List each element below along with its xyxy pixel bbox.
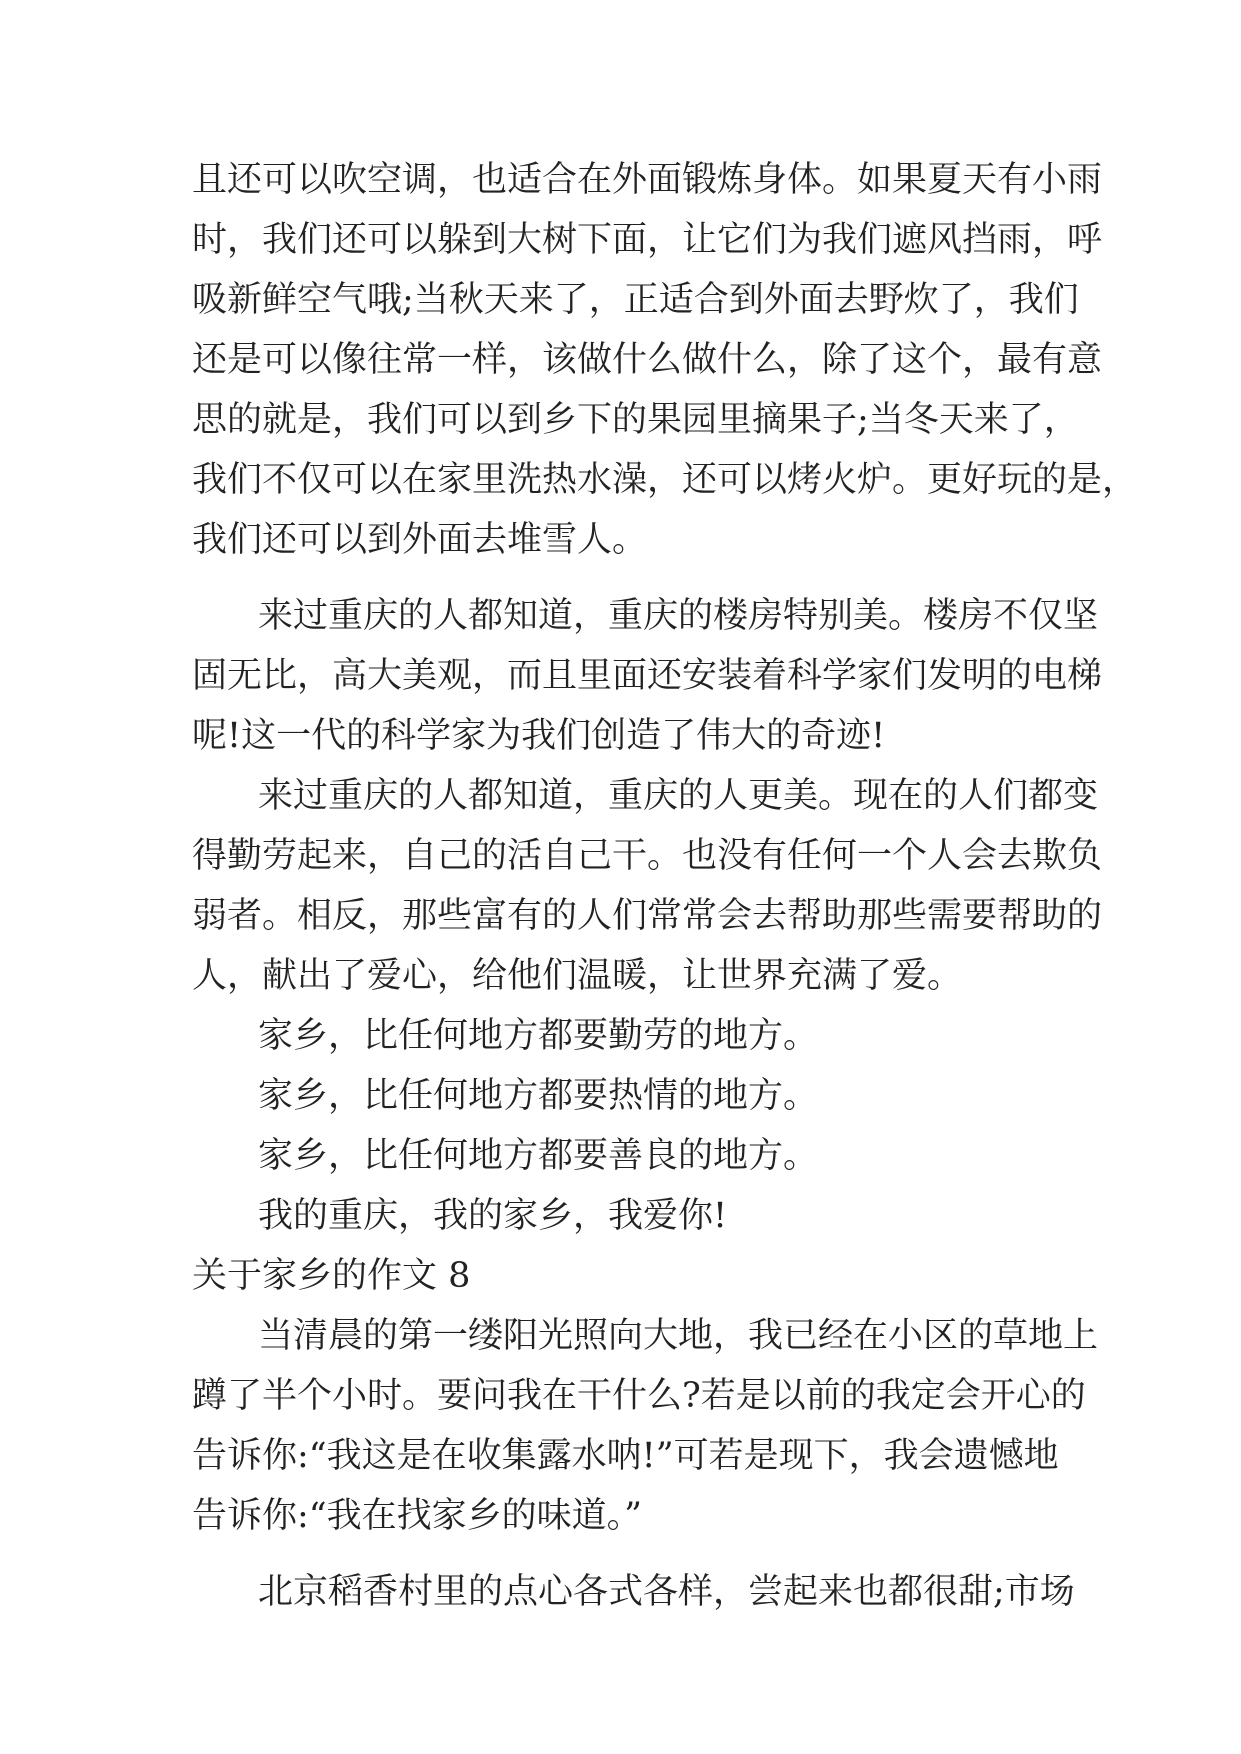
text-line: 思的就是，我们可以到乡下的果园里摘果子;当冬天来了，	[192, 400, 1079, 440]
paragraph	[192, 1306, 1099, 1546]
paragraph	[192, 150, 1138, 570]
text-line: 还是可以像往常一样，该做什么做什么，除了这个，最有意	[192, 340, 1103, 380]
paragraph: 我的重庆，我的家乡，我爱你!	[258, 1196, 728, 1236]
text-line: 来过重庆的人都知道，重庆的楼房特别美。楼房不仅坚	[258, 596, 1099, 636]
text-line: 吸新鲜空气哦;当秋天来了，正适合到外面去野炊了，我们	[192, 280, 1079, 320]
paragraph	[192, 586, 1103, 766]
text-line: 固无比，高大美观，而且里面还安装着科学家们发明的电梯	[192, 656, 1103, 696]
text-line: 时，我们还可以躲到大树下面，让它们为我们遮风挡雨，呼	[192, 220, 1103, 260]
paragraph: 家乡，比任何地方都要勤劳的地方。	[258, 1016, 819, 1056]
text-line: 得勤劳起来，自己的活自己干。也没有任何一个人会去欺负	[192, 836, 1103, 876]
text-line: 告诉你:“我在找家乡的味道。”	[192, 1496, 643, 1536]
text-line: 当清晨的第一缕阳光照向大地，我已经在小区的草地上	[258, 1316, 1099, 1356]
text-line: 告诉你:“我这是在收集露水呐!”可若是现下，我会遗憾地	[192, 1436, 1059, 1476]
text-line: 呢!这一代的科学家为我们创造了伟大的奇迹!	[192, 716, 886, 756]
text-line: 且还可以吹空调，也适合在外面锻炼身体。如果夏天有小雨	[192, 160, 1103, 200]
text-line: 我们还可以到外面去堆雪人。	[192, 520, 648, 560]
text-line: 来过重庆的人都知道，重庆的人更美。现在的人们都变	[258, 776, 1099, 816]
text-line: 我们不仅可以在家里洗热水澡，还可以烤火炉。更好玩的是，	[192, 460, 1138, 500]
paragraph	[192, 766, 1103, 1006]
text-line: 北京稻香村里的点心各式各样，尝起来也都很甜;市场	[258, 1572, 1075, 1612]
paragraph: 家乡，比任何地方都要热情的地方。	[258, 1076, 819, 1116]
paragraph	[192, 1562, 1075, 1622]
paragraph: 家乡，比任何地方都要善良的地方。	[258, 1136, 819, 1176]
text-line: 人，献出了爱心，给他们温暖，让世界充满了爱。	[192, 956, 963, 996]
document-page	[192, 150, 1138, 1622]
section-heading: 关于家乡的作文 8	[192, 1256, 471, 1296]
text-line: 蹲了半个小时。要问我在干什么?若是以前的我定会开心的	[192, 1376, 1086, 1416]
text-line: 弱者。相反，那些富有的人们常常会去帮助那些需要帮助的	[192, 896, 1103, 936]
